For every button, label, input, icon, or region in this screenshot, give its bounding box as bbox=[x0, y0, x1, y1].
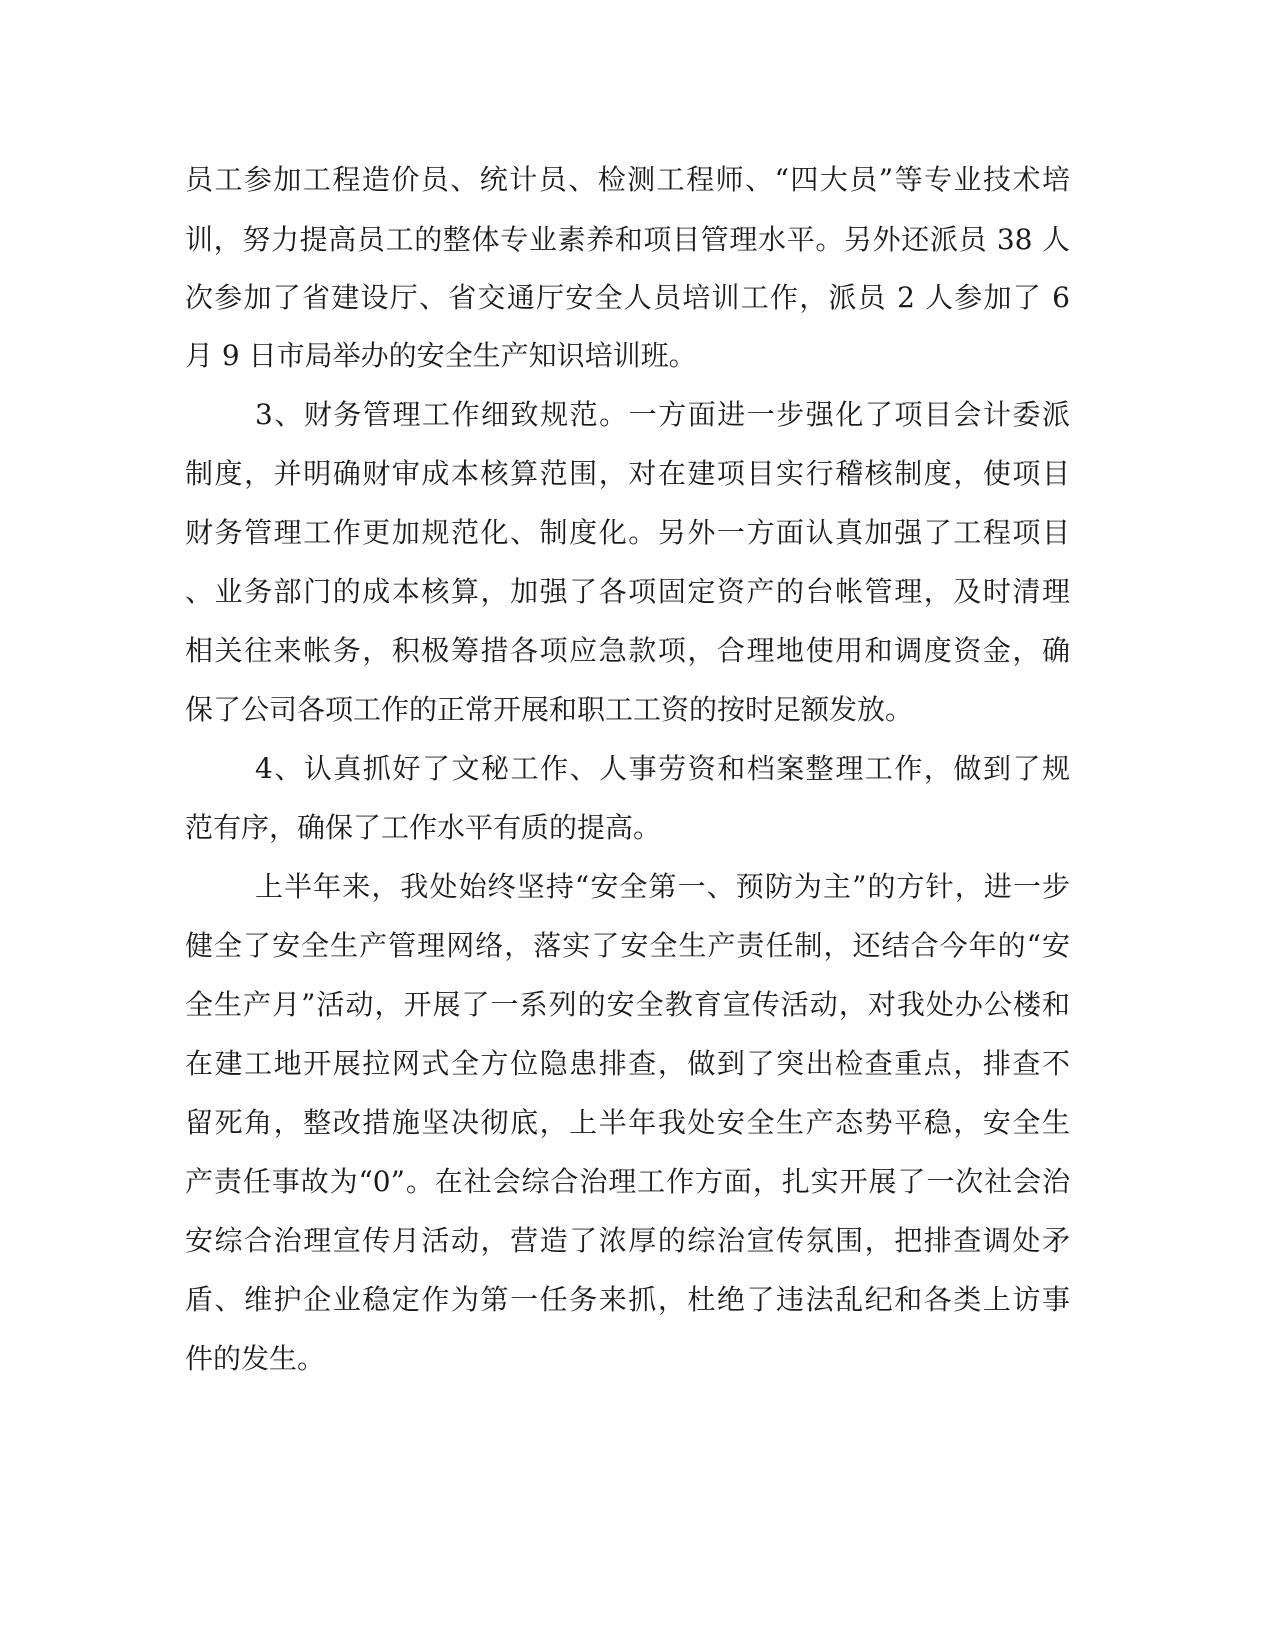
paragraph-4-line-3: 全生产月”活动，开展了一系列的安全教育宣传活动，对我处办公楼和 bbox=[185, 988, 1070, 1021]
paragraph-3-line-2: 范有序，确保了工作水平有质的提高。 bbox=[185, 811, 662, 844]
paragraph-4-line-5: 留死角，整改措施坚决彻底，上半年我处安全生产态势平稳，安全生 bbox=[185, 1106, 1070, 1139]
paragraph-2-line-3: 财务管理工作更加规范化、制度化。另外一方面认真加强了工程项目 bbox=[185, 516, 1070, 549]
paragraph-4-line-2: 健全了安全生产管理网络，落实了安全生产责任制，还结合今年的“安 bbox=[185, 929, 1070, 962]
paragraph-2-line-1: 3、财务管理工作细致规范。一方面进一步强化了项目会计委派 bbox=[255, 398, 1070, 431]
paragraph-3-line-1: 4、认真抓好了文秘工作、人事劳资和档案整理工作，做到了规 bbox=[255, 752, 1070, 785]
paragraph-4-line-7: 安综合治理宣传月活动，营造了浓厚的综治宣传氛围，把排查调处矛 bbox=[185, 1224, 1070, 1257]
paragraph-4-line-1: 上半年来，我处始终坚持“安全第一、预防为主”的方针，进一步 bbox=[255, 870, 1070, 903]
paragraph-4-line-6: 产责任事故为“0”。在社会综合治理工作方面，扎实开展了一次社会治 bbox=[185, 1165, 1070, 1198]
paragraph-4-line-9: 件的发生。 bbox=[185, 1342, 326, 1375]
paragraph-4-line-8: 盾、维护企业稳定作为第一任务来抓，杜绝了违法乱纪和各类上访事 bbox=[185, 1283, 1070, 1316]
paragraph-2-line-5: 相关往来帐务，积极筹措各项应急款项，合理地使用和调度资金，确 bbox=[185, 634, 1070, 667]
paragraph-1-line-3: 次参加了省建设厅、省交通厅安全人员培训工作，派员 2 人参加了 6 bbox=[185, 281, 1070, 314]
paragraph-2-line-4: 、业务部门的成本核算，加强了各项固定资产的台帐管理，及时清理 bbox=[185, 575, 1070, 608]
paragraph-4-line-4: 在建工地开展拉网式全方位隐患排查，做到了突出检查重点，排查不 bbox=[185, 1047, 1070, 1080]
paragraph-2-line-2: 制度，并明确财审成本核算范围，对在建项目实行稽核制度，使项目 bbox=[185, 457, 1070, 490]
paragraph-1-line-1: 员工参加工程造价员、统计员、检测工程师、“四大员”等专业技术培 bbox=[185, 163, 1070, 196]
paragraph-1-line-4: 月 9 日市局举办的安全生产知识培训班。 bbox=[185, 339, 697, 372]
paragraph-1-line-2: 训，努力提高员工的整体专业素养和项目管理水平。另外还派员 38 人 bbox=[185, 223, 1070, 256]
paragraph-2-line-6: 保了公司各项工作的正常开展和职工工资的按时足额发放。 bbox=[185, 693, 914, 726]
